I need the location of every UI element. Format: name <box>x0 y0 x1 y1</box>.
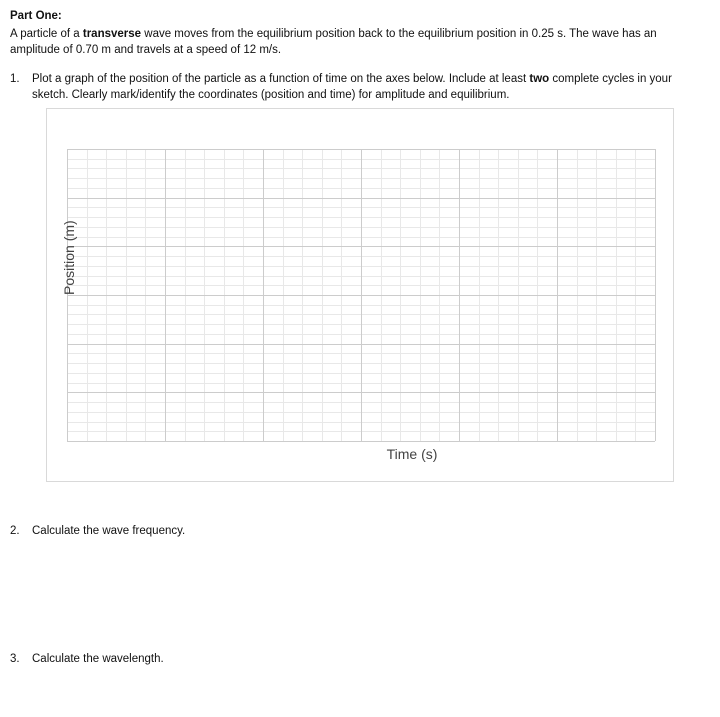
question-text-start: Plot a graph of the position of the particle as a function of time on the axes below. Include at least <box>32 73 530 85</box>
problem-statement <box>10 26 700 58</box>
question-2 <box>10 523 510 539</box>
question-3 <box>10 651 510 667</box>
question-number: 3. <box>10 653 20 665</box>
graph-frame <box>46 108 674 482</box>
intro-text-start: A particle of a <box>10 28 83 40</box>
question-text <box>32 71 710 103</box>
y-axis-label: Position (m) <box>61 220 77 295</box>
x-axis-label: Time (s) <box>386 446 438 462</box>
question-1 <box>10 71 710 103</box>
part-heading: Part One: <box>10 10 62 22</box>
question-bold-term: two <box>529 73 550 85</box>
intro-bold-term: transverse <box>82 28 142 40</box>
question-text: Calculate the wavelength. <box>32 653 164 665</box>
graph-grid <box>47 109 673 481</box>
question-text-end: complete cycles in your sketch. Clearly mark/identify the coordinates (position and time) for amplitude and equilibrium. <box>32 73 672 101</box>
question-number: 2. <box>10 525 20 537</box>
question-text: Calculate the wave frequency. <box>32 525 186 537</box>
question-number: 1. <box>10 73 20 85</box>
intro-text-end: wave moves from the equilibrium position back to the equilibrium position in 0.25 s. The wave has an amplitude of 0.70 m and travels at a speed of 12 m/s. <box>10 28 657 56</box>
